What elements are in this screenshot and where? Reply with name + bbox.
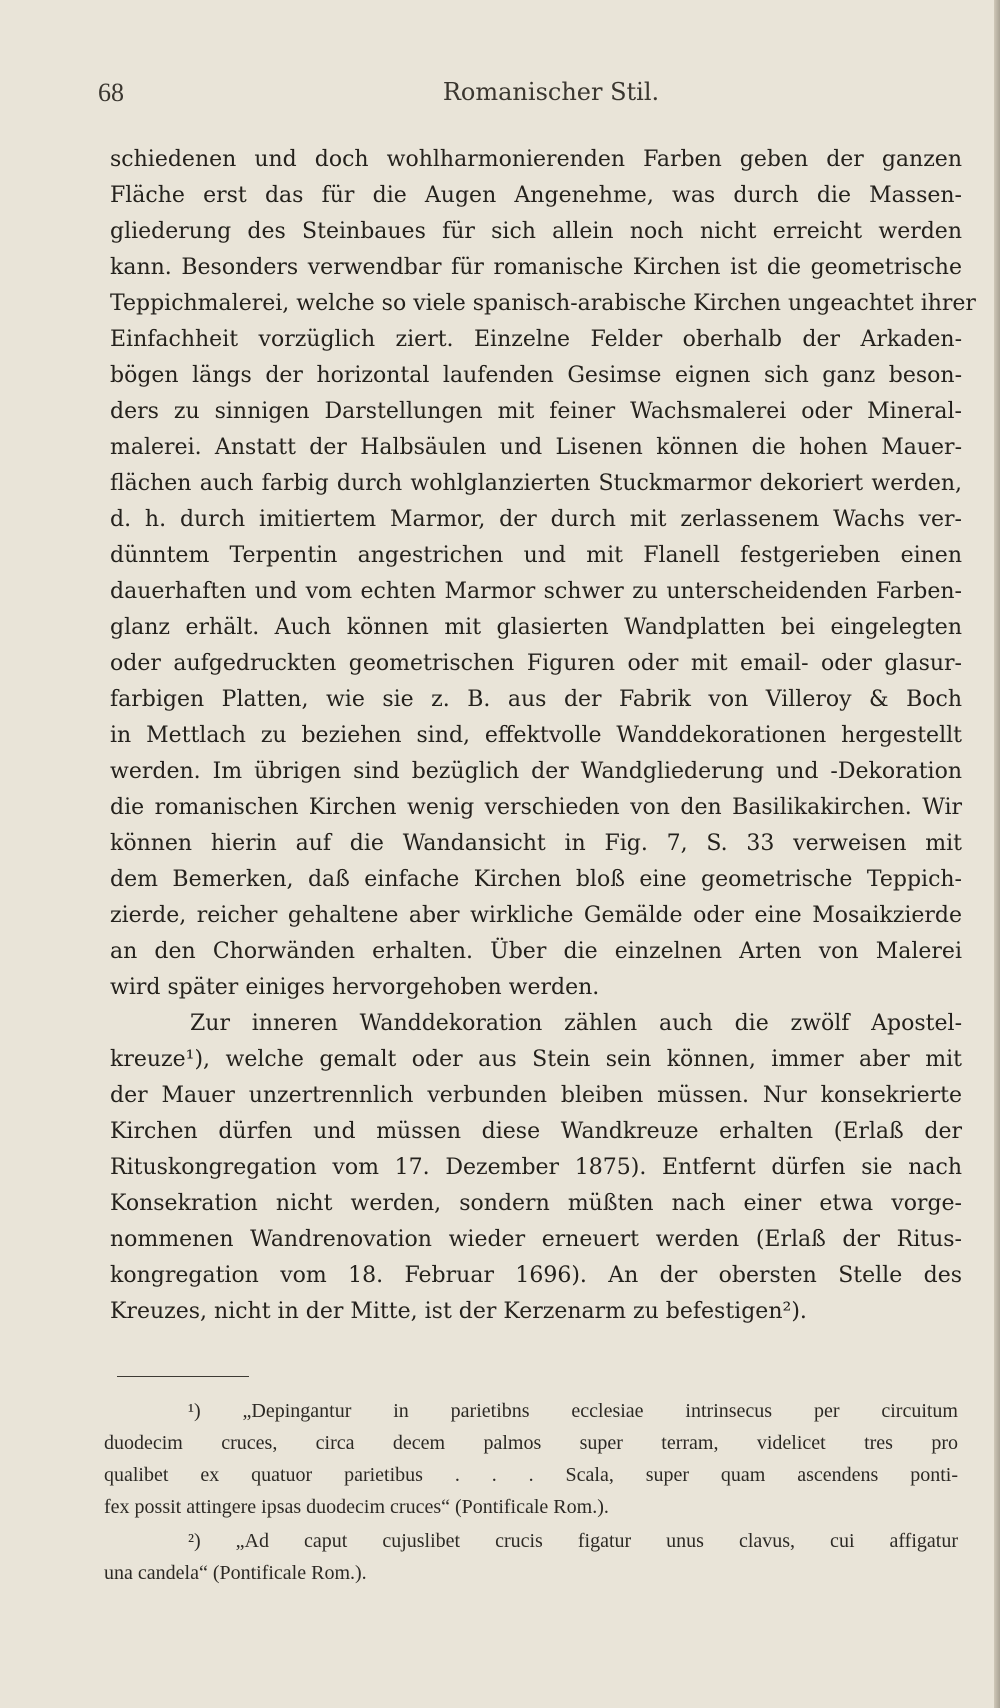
body-line: Konsekration nicht werden, sondern müßten nach einer etwa vorge- (110, 1191, 962, 1216)
body-line: flächen auch farbig durch wohlglanzierten Stuckmarmor dekoriert werden, (110, 471, 962, 496)
body-line: Einfachheit vorzüglich ziert. Einzelne Felder oberhalb der Arkaden- (110, 327, 962, 352)
body-line: zierde, reicher gehaltene aber wirkliche Gemälde oder eine Mosaikzierde (110, 903, 962, 928)
footnote-line: duodecim cruces, circa decem palmos super terram, videlicet tres pro (104, 1432, 958, 1454)
body-line: ders zu sinnigen Darstellungen mit feiner Wachsmalerei oder Mineral- (110, 399, 962, 424)
body-line: wird später einiges hervorgehoben werden. (110, 975, 600, 1000)
body-line: in Mettlach zu beziehen sind, effektvolle Wanddekorationen hergestellt (110, 723, 962, 748)
body-line: farbigen Platten, wie sie z. B. aus der Fabrik von Villeroy & Boch (110, 687, 962, 712)
body-line: bögen längs der horizontal laufenden Gesimse eignen sich ganz beson- (110, 363, 962, 388)
footnote-line: qualibet ex quatuor parietibus . . . Scala, super quam ascendens ponti- (104, 1464, 958, 1486)
footnote-line: ²) „Ad caput cujuslibet crucis figatur unus clavus, cui affigatur (188, 1530, 958, 1552)
footnote-line: una candela“ (Pontificale Rom.). (104, 1562, 367, 1584)
body-line: Kreuzes, nicht in der Mitte, ist der Kerzenarm zu befestigen²). (110, 1299, 807, 1324)
page-header (98, 78, 958, 118)
body-line: Rituskongregation vom 17. Dezember 1875). Entfernt dürfen sie nach (110, 1155, 962, 1180)
body-line: schiedenen und doch wohlharmonierenden Farben geben der ganzen (110, 147, 962, 172)
body-line: kongregation vom 18. Februar 1696). An der obersten Stelle des (110, 1263, 962, 1288)
body-line: kreuze¹), welche gemalt oder aus Stein sein können, immer aber mit (110, 1047, 962, 1072)
body-line: werden. Im übrigen sind bezüglich der Wandgliederung und -Dekoration (110, 759, 962, 784)
body-line: Kirchen dürfen und müssen diese Wandkreuze erhalten (Erlaß der (110, 1119, 962, 1144)
running-title: Romanischer Stil. (442, 78, 660, 106)
body-line: an den Chorwänden erhalten. Über die einzelnen Arten von Malerei (110, 939, 962, 964)
footnote-line: ¹) „Depingantur in parietibns ecclesiae intrinsecus per circuitum (188, 1400, 958, 1422)
body-line: kann. Besonders verwendbar für romanische Kirchen ist die geometrische (110, 255, 962, 280)
body-line: die romanischen Kirchen wenig verschieden von den Basilikakirchen. Wir (110, 795, 962, 820)
body-line: können hierin auf die Wandansicht in Fig. 7, S. 33 verweisen mit (110, 831, 962, 856)
body-line: Fläche erst das für die Augen Angenehme, was durch die Massen- (110, 183, 962, 208)
footnote-divider (117, 1376, 249, 1377)
body-line: dem Bemerken, daß einfache Kirchen bloß eine geometrische Teppich- (110, 867, 962, 892)
page-edge (994, 0, 1000, 1708)
body-line: nommenen Wandrenovation wieder erneuert werden (Erlaß der Ritus- (110, 1227, 962, 1252)
page-number: 68 (98, 78, 124, 107)
body-line: dauerhaften und vom echten Marmor schwer zu unterscheidenden Farben- (110, 579, 962, 604)
body-line: gliederung des Steinbaues für sich allein noch nicht erreicht werden (110, 219, 962, 244)
body-line: malerei. Anstatt der Halbsäulen und Lisenen können die hohen Mauer- (110, 435, 962, 460)
body-line: Zur inneren Wanddekoration zählen auch die zwölf Apostel- (190, 1011, 962, 1036)
body-line: d. h. durch imitiertem Marmor, der durch mit zerlassenem Wachs ver- (110, 507, 962, 532)
body-line: oder aufgedruckten geometrischen Figuren oder mit email- oder glasur- (110, 651, 962, 676)
body-line: Teppichmalerei, welche so viele spanisch-arabische Kirchen ungeachtet ihrer (110, 291, 976, 316)
body-line: dünntem Terpentin angestrichen und mit Flanell festgerieben einen (110, 543, 962, 568)
footnote-line: fex possit attingere ipsas duodecim cruces“ (Pontificale Rom.). (104, 1496, 609, 1518)
body-line: glanz erhält. Auch können mit glasierten Wandplatten bei eingelegten (110, 615, 962, 640)
body-line: der Mauer unzertrennlich verbunden bleiben müssen. Nur konsekrierte (110, 1083, 962, 1108)
